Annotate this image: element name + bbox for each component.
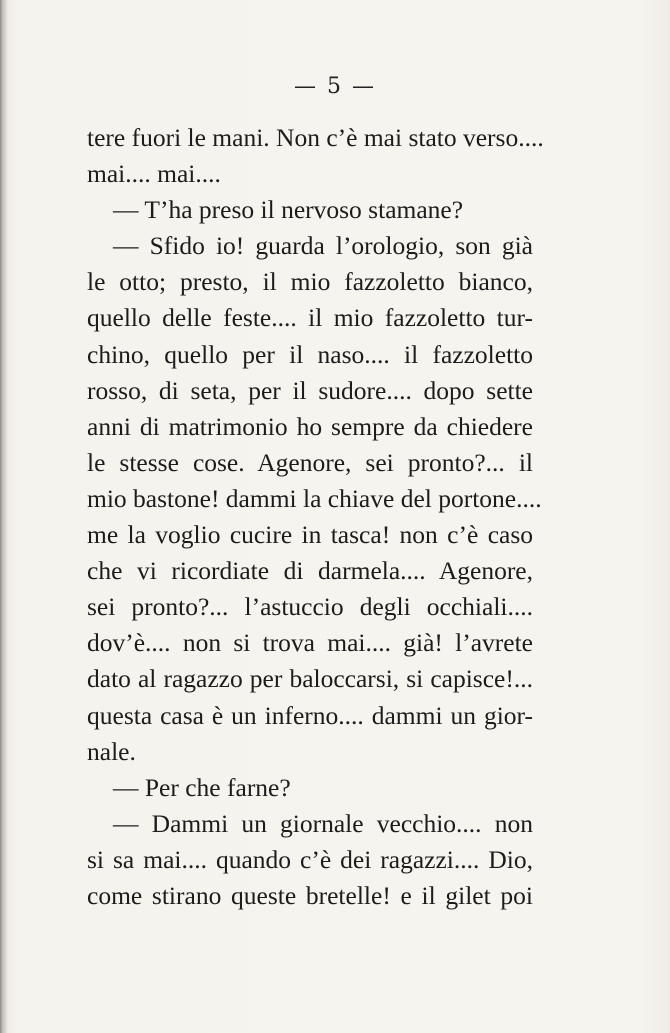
page-number: — 5 — [294, 74, 376, 99]
page-binding-edge [0, 0, 8, 1033]
text-line: dato al ragazzo per baloccarsi, si capisce!... [87, 664, 533, 694]
dialogue-line: — Per che farne? [113, 772, 291, 802]
text-line: dov’è.... non si trova mai.... già! l’avrete [87, 628, 533, 658]
text-line: chino, quello per il naso.... il fazzoletto [87, 339, 533, 369]
dialogue-line: — Dammi un giornale vecchio.... non [113, 808, 533, 838]
text-line: le stesse cose. Agenore, sei pronto?... il [87, 447, 533, 477]
text-line: tere fuori le mani. Non c’è mai stato verso.... [87, 123, 544, 152]
body-text [87, 120, 544, 914]
text-line: rosso, di seta, per il sudore.... dopo sette [87, 375, 533, 405]
text-line: si sa mai.... quando c’è dei ragazzi.... Dio, [87, 844, 533, 874]
text-line: le otto; presto, il mio fazzoletto bianco, [87, 267, 533, 297]
text-line: anni di matrimonio ho sempre da chiedere [87, 411, 533, 441]
text-line: come stirano queste bretelle! e il gilet poi [87, 880, 533, 910]
text-line: sei pronto?... l’astuccio degli occhiali.... [87, 592, 533, 622]
text-line: mai.... mai.... [87, 159, 221, 189]
dialogue-line: — T’ha preso il nervoso stamane? [113, 195, 464, 225]
text-line: questa casa è un inferno.... dammi un gior- [87, 700, 533, 730]
text-line: che vi ricordiate di darmela.... Agenore, [87, 556, 533, 586]
text-line: me la voglio cucire in tasca! non c’è caso [87, 520, 533, 550]
text-line: mio bastone! dammi la chiave del portone.... [87, 483, 542, 513]
dialogue-line: — Sfido io! guarda l’orologio, son già [113, 231, 533, 261]
text-line: nale. [87, 736, 136, 766]
text-line: quello delle feste.... il mio fazzoletto tur- [87, 303, 533, 333]
